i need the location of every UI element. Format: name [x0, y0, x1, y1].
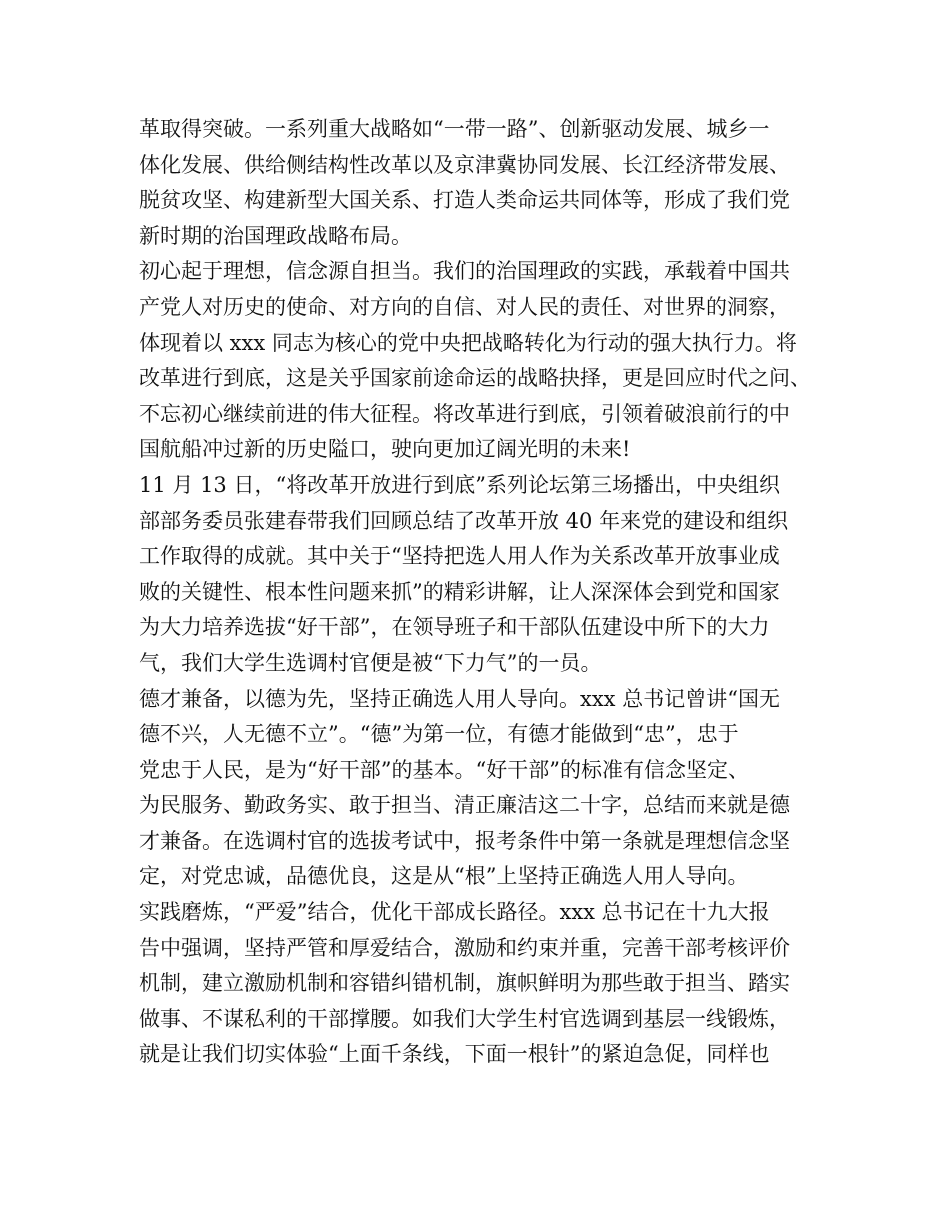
text-line: 脱贫攻坚、构建新型大国关系、打造人类命运共同体等，形成了我们党	[139, 188, 790, 213]
text-line: 告中强调，坚持严管和厚爱结合，激励和约束并重，完善干部考核评价	[139, 935, 790, 960]
text-line: 产党人对历史的使命、对方向的自信、对人民的责任、对世界的洞察，	[139, 294, 790, 319]
text-line: 体化发展、供给侧结构性改革以及京津冀协同发展、长江经济带发展、	[139, 152, 790, 177]
text-line: 党忠于人民，是为“好干部”的基本。“好干部”的标准有信念坚定、	[139, 757, 749, 782]
text-line: 德才兼备，以德为先，坚持正确选人用人导向。xxx 总书记曾讲“国无	[139, 686, 780, 711]
text-line: 就是让我们切实体验“上面千条线，下面一根针”的紧迫急促，同样也	[139, 1042, 770, 1067]
text-line: 新时期的治国理政战略布局。	[139, 223, 412, 248]
text-line: 革取得突破。一系列重大战略如“一带一路”、创新驱动发展、城乡一	[139, 117, 770, 141]
text-line: 11 月 13 日，“将改革开放进行到底”系列论坛第三场播出，中央组织	[139, 472, 780, 497]
text-line: 体现着以 xxx 同志为核心的党中央把战略转化为行动的强大执行力。将	[139, 330, 797, 355]
text-line: 不忘初心继续前进的伟大征程。将改革进行到底，引领着破浪前行的中	[139, 401, 790, 426]
text-line: 为大力培养选拔“好干部”，在领导班子和干部队伍建设中所下的大力	[139, 615, 770, 640]
text-line: 部部务委员张建春带我们回顾总结了改革开放 40 年来党的建设和组织	[139, 508, 789, 533]
text-line: 为民服务、勤政务实、敢于担当、清正廉洁这二十字，总结而来就是德	[139, 793, 790, 818]
text-line: 国航船冲过新的历史隘口，驶向更加辽阔光明的未来!	[139, 437, 631, 462]
text-line: 机制，建立激励机制和容错纠错机制，旗帜鲜明为那些敢于担当、踏实	[139, 971, 790, 996]
text-line: 才兼备。在选调村官的选拔考试中，报考条件中第一条就是理想信念坚	[139, 828, 790, 853]
text-line: 工作取得的成就。其中关于“坚持把选人用人作为关系改革开放事业成	[139, 544, 780, 569]
text-line: 德不兴，人无德不立”。“德”为第一位，有德才能做到“忠”，忠于	[139, 722, 739, 747]
text-line: 气，我们大学生选调村官便是被“下力气”的一员。	[139, 650, 602, 675]
body-text	[139, 112, 829, 1073]
text-line: 做事、不谋私利的干部撑腰。如我们大学生村官选调到基层一线锻炼，	[139, 1006, 790, 1031]
text-line: 定，对党忠诚，品德优良，这是从“根”上坚持正确选人用人导向。	[139, 864, 749, 889]
text-line: 实践磨炼，“严爱”结合，优化干部成长路径。xxx 总书记在十九大报	[139, 900, 770, 925]
text-line: 败的关键性、根本性问题来抓”的精彩讲解，让人深深体会到党和国家	[139, 579, 780, 604]
text-line: 改革进行到底，这是关乎国家前途命运的战略抉择，更是回应时代之问、	[139, 366, 811, 391]
text-line: 初心起于理想，信念源自担当。我们的治国理政的实践，承载着中国共	[139, 259, 790, 284]
